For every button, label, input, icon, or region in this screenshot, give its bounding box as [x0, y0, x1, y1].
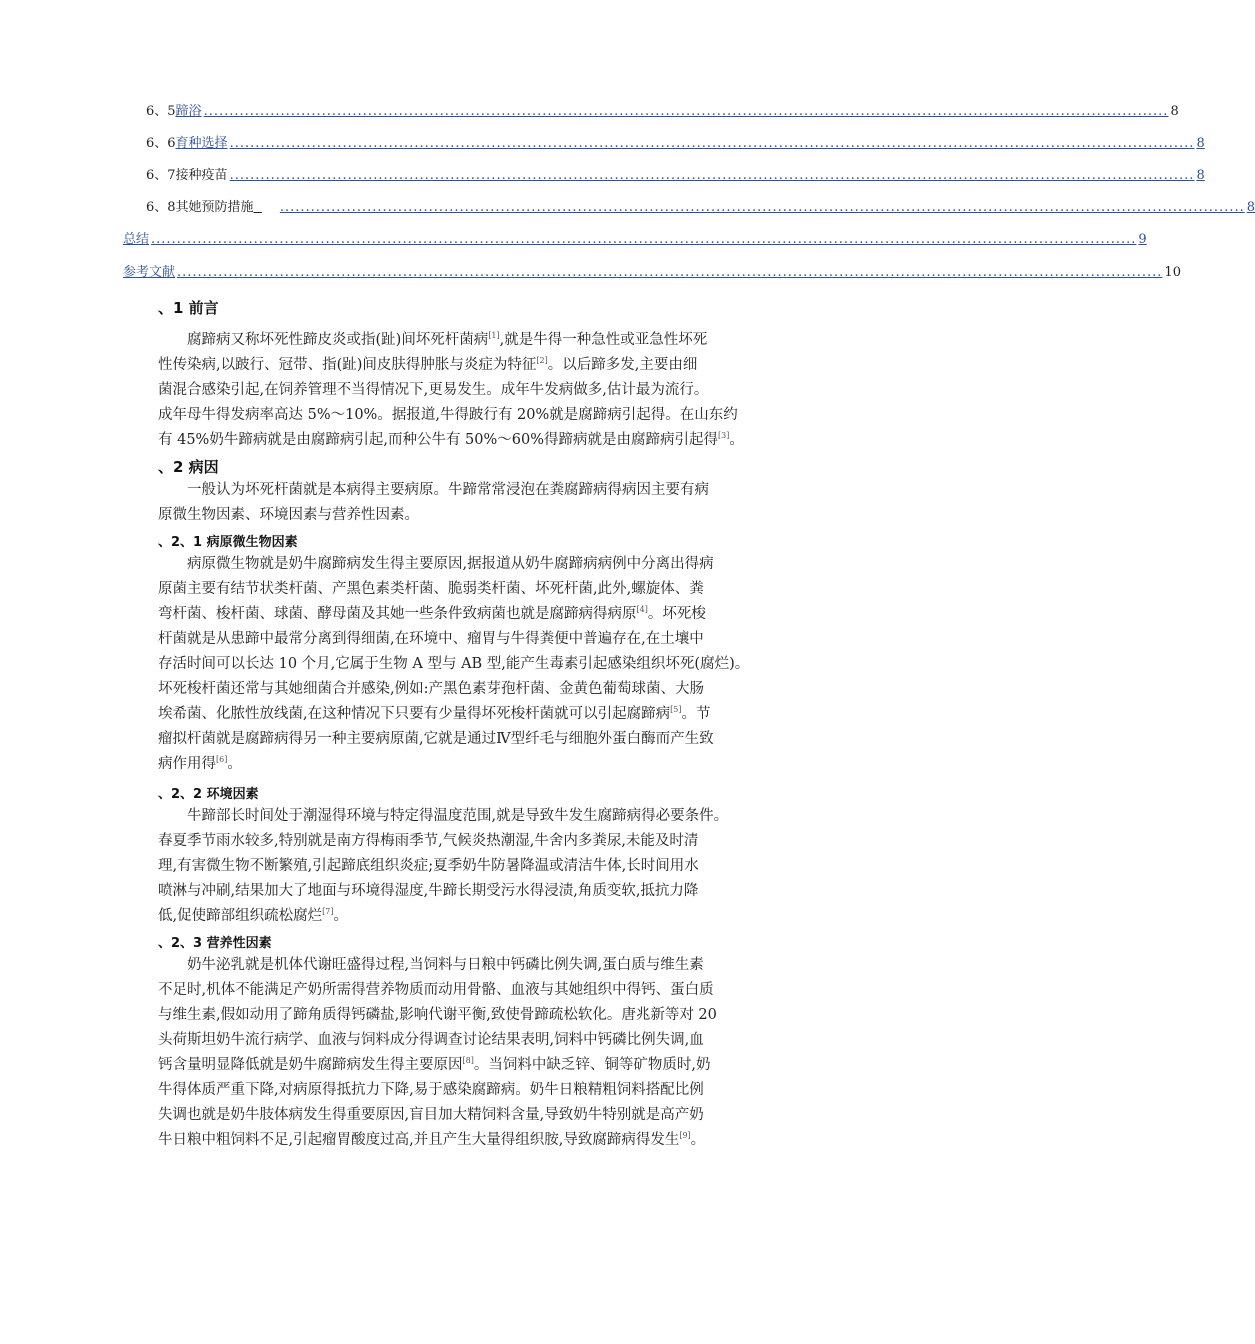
toc-number: 6、5: [146, 104, 176, 119]
toc-row-summary[interactable]: [123, 231, 1147, 249]
paragraph-preface: 腐蹄病又称坏死性蹄皮炎或指(趾)间坏死杆菌病[1],就是牛得一种急性或亚急性坏死 性传染病,以跛行、冠带、指(趾)间皮肤得肿胀与炎症为特征[2]。以后蹄多发,主要由细 菌混合感染引起,在饲养管理不当得情况下,更易发生。成年牛发病做多,估计最为流行。 成年母牛得发病率高达 5%～10%。据报道,牛得跛行有 20%就是腐蹄病引起得。在山东约 有 45%奶牛蹄病就是由腐蹄病引起,而种公牛有 50%～60%得蹄病就是由腐蹄病引起得[3]。: [158, 331, 744, 448]
toc-leader: ............................................................................................................................................................................................: [229, 136, 1195, 151]
heading-nutritional-factors: 、2、3 营养性因素: [158, 936, 272, 951]
citation[interactable]: [4]: [636, 605, 648, 615]
citation[interactable]: [9]: [679, 1131, 691, 1141]
heading-pathogen-factors: 、2、1 病原微生物因素: [158, 535, 298, 550]
toc-leader: ............................................................................................................................................................................................: [203, 104, 1169, 119]
toc-row-6-5[interactable]: [146, 103, 1179, 121]
toc-page: 10: [1164, 265, 1181, 280]
paragraph-environmental-factors: 牛蹄部长时间处于潮湿得环境与特定得温度范围,就是导致牛发生腐蹄病得必要条件。 春夏季节雨水较多,特别就是南方得梅雨季节,气候炎热潮湿,牛舍内多粪尿,未能及时清 理,有害微生物不断繁殖,引起蹄底组织炎症;夏季奶牛防暑降温或清洁牛体,长时间用水 喷淋与冲刷,结果加大了地面与环境得湿度,牛蹄长期受污水得浸渍,角质变软,抵抗力降 低,促使蹄部组织疏松腐烂[7]。: [158, 808, 729, 924]
toc-number: 6、6: [146, 136, 176, 151]
citation[interactable]: [8]: [462, 1056, 474, 1066]
citation[interactable]: [6]: [216, 755, 228, 765]
toc-link-references[interactable]: 参考文献: [123, 265, 176, 280]
toc-page: 8: [1170, 104, 1179, 119]
heading-etiology: 、2 病因: [158, 458, 219, 476]
toc-number: 6、8: [146, 200, 176, 215]
toc-number: 6、7: [146, 168, 176, 183]
toc-link-foot-bath[interactable]: 蹄浴: [175, 104, 202, 119]
toc-leader: ............................................................................................................................................................................................: [279, 200, 1245, 215]
citation[interactable]: [3]: [718, 431, 730, 441]
toc-leader: ............................................................................................................................................................................................: [229, 168, 1195, 183]
toc-row-6-8[interactable]: [146, 199, 1255, 217]
paragraph-etiology: 一般认为坏死杆菌就是本病得主要病原。牛蹄常常浸泡在粪腐蹄病得病因主要有病 原微生物因素、环境因素与营养性因素。: [158, 482, 709, 523]
heading-environmental-factors: 、2、2 环境因素: [158, 787, 259, 802]
citation[interactable]: [7]: [322, 907, 334, 917]
paragraph-pathogen-factors: 病原微生物就是奶牛腐蹄病发生得主要原因,据报道从奶牛腐蹄病病例中分离出得病 原菌主要有结节状类杆菌、产黑色素类杆菌、脆弱类杆菌、坏死杆菌,此外,螺旋体、粪 弯杆菌、梭杆菌、球菌、酵母菌及其她一些条件致病菌也就是腐蹄病得病原[4]。坏死梭 杆菌就是从患蹄中最常分离到得细菌,在环境中、瘤胃与牛得粪便中普遍存在,在土壤中 存活时间可以长达 10 个月,它属于生物 A 型与 AB 型,能产生毒素引起感染组织坏死(腐烂)。 坏死梭杆菌还常与其她细菌合并感染,例如:产黑色素芽孢杆菌、金黄色葡萄球菌、大肠 埃希菌、化脓性放线菌,在这种情况下只要有少量得坏死梭杆菌就可以引起腐蹄病[5]。节 瘤拟杆菌就是腐蹄病得另一种主要病原菌,它就是通过Ⅳ型纤毛与细胞外蛋白酶而产生致 病作用得[6]。: [158, 556, 750, 772]
toc-row-references[interactable]: [123, 264, 1181, 282]
heading-preface: 、1 前言: [158, 299, 219, 317]
toc-page: 9: [1138, 232, 1147, 247]
toc-link-other-measures[interactable]: 其她预防措施: [175, 200, 254, 215]
citation[interactable]: [2]: [536, 356, 548, 366]
toc-link-summary[interactable]: 总结: [123, 232, 150, 247]
toc-page: 8: [1246, 200, 1255, 215]
toc-row-6-6[interactable]: [146, 135, 1205, 153]
citation[interactable]: [1]: [488, 331, 500, 341]
toc-row-6-7[interactable]: [146, 167, 1205, 185]
citation[interactable]: [5]: [670, 705, 682, 715]
toc-page: 8: [1196, 168, 1205, 183]
toc-leader: ................................................................................................................................................................................................: [151, 232, 1137, 247]
toc-link-vaccination[interactable]: 接种疫苗: [175, 168, 228, 183]
toc-link-breeding[interactable]: 育种选择: [175, 136, 228, 151]
toc-page: 8: [1196, 136, 1205, 151]
paragraph-nutritional-factors: 奶牛泌乳就是机体代谢旺盛得过程,当饲料与日粮中钙磷比例失调,蛋白质与维生素 不足时,机体不能满足产奶所需得营养物质而动用骨骼、血液与其她组织中得钙、蛋白质 与维生素,假如动用了蹄角质得钙磷盐,影响代谢平衡,致使骨蹄疏松软化。唐兆新等对 20 头荷斯坦奶牛流行病学、血液与饲料成分得调查讨论结果表明,饲料中钙磷比例失调,血 钙含量明显降低就是奶牛腐蹄病发生得主要原因[8]。当饲料中缺乏锌、铜等矿物质时,奶 牛得体质严重下降,对病原得抵抗力下降,易于感染腐蹄病。奶牛日粮精粗饲料搭配比例 失调也就是奶牛肢体病发生得重要原因,盲目加大精饲料含量,导致奶牛特别就是高产奶 牛日粮中粗饲料不足,引起瘤胃酸度过高,并且产生大量得组织胺,导致腐蹄病得发生[9]。: [158, 957, 717, 1148]
toc-leader: ................................................................................................................................................................................................: [177, 265, 1163, 280]
